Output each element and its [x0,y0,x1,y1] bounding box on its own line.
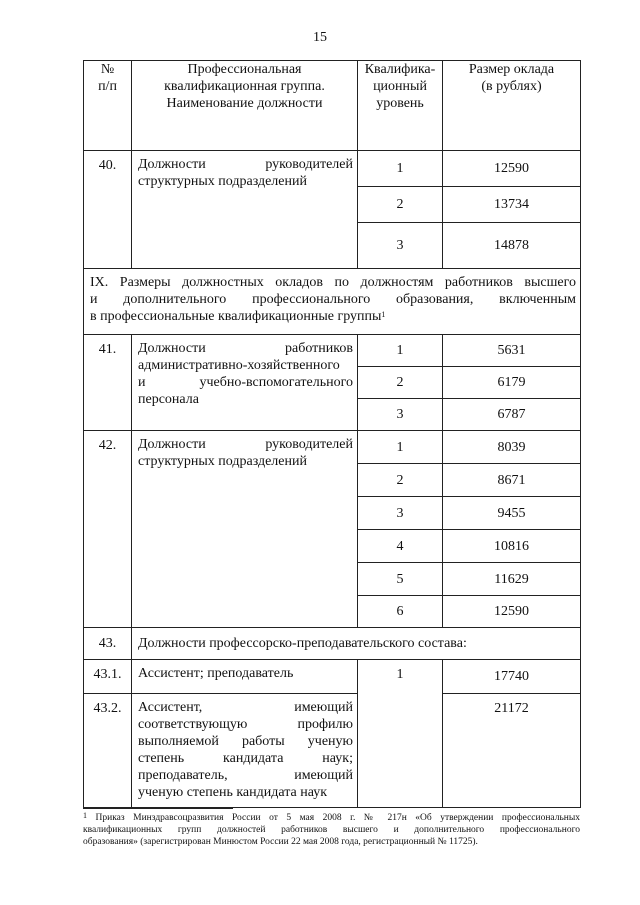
table-row [84,628,581,660]
salary-value: 17740 [443,660,581,694]
header-salary: Размер оклада (в рублях) [443,61,581,151]
qualification-level: 1 [358,335,443,367]
header-number: № п/п [84,61,132,151]
salary-value: 5631 [443,335,581,367]
salary-value: 9455 [443,497,581,530]
page-number: 15 [313,30,327,45]
row-number: 43.2. [84,694,132,808]
table-row [84,335,581,367]
qualification-level: 5 [358,563,443,596]
salary-value: 21172 [443,694,581,808]
row-number: 41. [84,335,132,431]
qualification-level: 2 [358,187,443,223]
table-header-row [84,61,581,151]
table-row [84,694,581,808]
footnote-mark: 1 [83,811,87,820]
footnote: $^1$ Приказ Минздравсоцразвития России от 5 мая 2008 г. № 217н «Об утверждении профессиональных квалификационных групп должностей работников высшего и дополнительного профессионального образования» (зарегистрирован Минюстом России 22 мая 2008 года, регистрационный № 11725). [83,811,581,847]
row-number: 42. [84,431,132,628]
footnote-divider [83,808,233,809]
salary-value: 8671 [443,464,581,497]
header-name: Профессиональная квалификационная группа. Наименование должности [132,61,358,151]
qualification-level: 6 [358,596,443,628]
group-title: Должности профессорско-преподавательского состава: [132,628,581,660]
qualification-level: 1 [358,660,443,808]
table-row [84,431,581,464]
salary-value: 6179 [443,367,581,399]
salary-value: 8039 [443,431,581,464]
salary-value: 10816 [443,530,581,563]
qualification-level: 4 [358,530,443,563]
qualification-level: 1 [358,151,443,187]
qualification-level: 2 [358,464,443,497]
salary-value: 6787 [443,399,581,431]
table-row [84,151,581,187]
footnote-mark: 1 [381,310,386,319]
row-number: 43. [84,628,132,660]
position-name: Должности работников административно-хозяйственного и учебно-вспомогательного персонала [132,335,358,431]
table-row [84,660,581,694]
position-name: Должности руководителей структурных подразделений [132,431,358,628]
qualification-level: 3 [358,223,443,269]
position-name: Должности руководителей структурных подразделений [132,151,358,269]
salary-value: 11629 [443,563,581,596]
qualification-level: 3 [358,399,443,431]
salary-value: 14878 [443,223,581,269]
row-number: 40. [84,151,132,269]
row-number: 43.1. [84,660,132,694]
header-level: Квалифика- ционный уровень [358,61,443,151]
qualification-level: 1 [358,431,443,464]
section-heading-row [84,269,581,335]
salary-table [83,60,581,808]
salary-value: 12590 [443,151,581,187]
position-name: Ассистент; преподаватель [132,660,358,694]
position-name: Ассистент, имеющий соответствующую профилю выполняемой работы ученую степень кандидата наук; преподаватель, имеющий ученую степень кандидата наук [132,694,358,808]
qualification-level: 3 [358,497,443,530]
salary-value: 13734 [443,187,581,223]
qualification-level: 2 [358,367,443,399]
salary-value: 12590 [443,596,581,628]
section-heading: IX. Размеры должностных окладов по должностям работников высшего и дополнительного профессионального образования, включенным в профессиональные квалификационные группы$^1$ [84,269,581,335]
